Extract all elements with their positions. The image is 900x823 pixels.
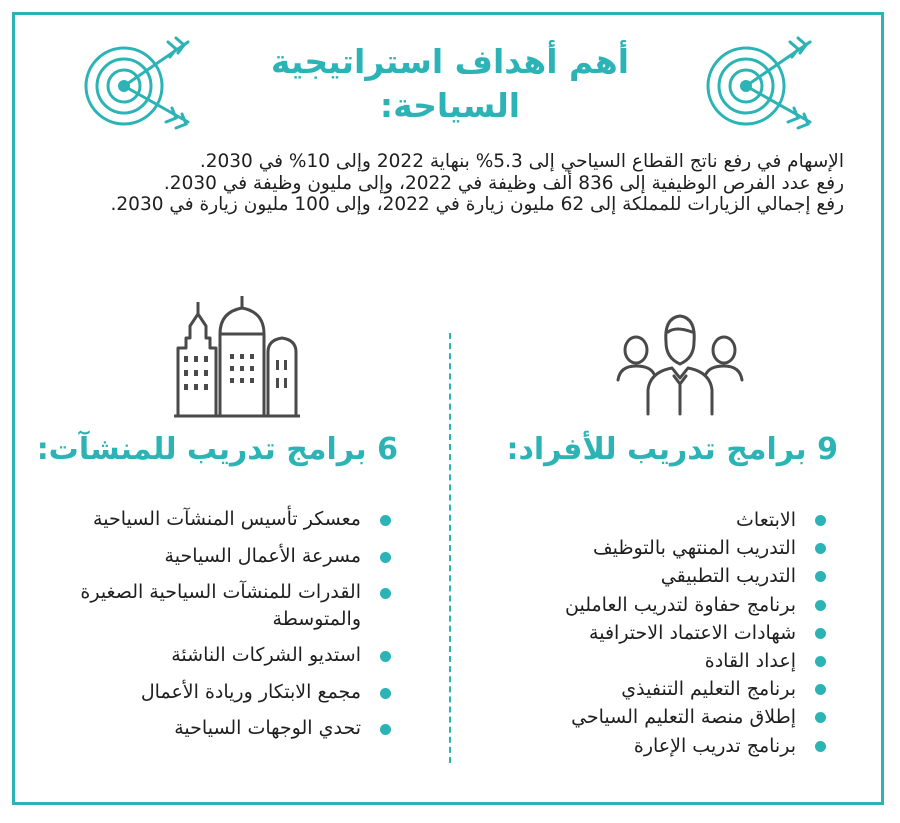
list-item	[496, 506, 826, 534]
bullet-icon	[815, 712, 826, 723]
list-item-label: التدريب المنتهي بالتوظيف	[592, 537, 796, 560]
individuals-heading: 9 برامج تدريب للأفراد:	[506, 432, 838, 467]
target-arrows-icon	[80, 32, 198, 132]
title-line: السياحة:	[379, 86, 521, 125]
bullet-icon	[815, 571, 826, 582]
individuals-list	[496, 506, 826, 760]
bullet-icon	[815, 600, 826, 611]
bullet-icon	[380, 651, 391, 662]
intro-line: رفع عدد الفرص الوظيفية إلى 836 ألف وظيفة في 2022، وإلى مليون وظيفة في 2030.	[163, 172, 844, 194]
bullet-icon	[380, 588, 391, 599]
bullet-icon	[815, 741, 826, 752]
list-item-label: برنامج حفاوة لتدريب العاملين	[565, 593, 796, 616]
bullet-icon	[815, 656, 826, 667]
list-item	[496, 562, 826, 590]
facilities-list	[61, 506, 391, 752]
facilities-heading: 6 برامج تدريب للمنشآت:	[36, 432, 398, 467]
list-item	[496, 591, 826, 619]
list-item	[496, 534, 826, 562]
bullet-icon	[380, 515, 391, 526]
list-item-label: برنامج تدريب الإعارة	[633, 734, 796, 757]
column-divider	[449, 333, 451, 763]
bullet-icon	[815, 543, 826, 554]
list-item	[496, 619, 826, 647]
list-item-label: التدريب التطبيقي	[660, 565, 796, 588]
list-item-label: القدرات للمنشآت السياحية الصغيرة والمتوسطة	[80, 581, 361, 630]
list-item-label: مجمع الابتكار وريادة الأعمال	[140, 680, 361, 703]
list-item	[61, 579, 391, 632]
list-item-label: معسكر تأسيس المنشآت السياحية	[93, 508, 361, 530]
list-item	[496, 647, 826, 675]
list-item	[61, 715, 391, 742]
bullet-icon	[380, 552, 391, 563]
target-arrows-icon	[702, 32, 820, 132]
bullet-icon	[380, 688, 391, 699]
page-title	[230, 40, 670, 128]
intro-paragraph	[55, 151, 844, 216]
list-item-label: الابتعاث	[736, 509, 796, 531]
list-item-label: مسرعة الأعمال السياحية	[164, 544, 361, 567]
list-item-label: شهادات الاعتماد الاحترافية	[589, 621, 796, 644]
bullet-icon	[815, 515, 826, 526]
list-item	[496, 703, 826, 731]
intro-line: رفع إجمالي الزيارات للمملكة إلى 62 مليون زيارة في 2022، وإلى 100 مليون زيارة في 2030.	[110, 194, 844, 216]
list-item-label: تحدي الوجهات السياحية	[174, 717, 361, 739]
list-item	[496, 732, 826, 760]
list-item	[61, 642, 391, 669]
list-item	[61, 506, 391, 533]
title-line: أهم أهداف استراتيجية	[270, 42, 630, 81]
list-item-label: استديو الشركات الناشئة	[171, 644, 361, 666]
list-item	[496, 675, 826, 703]
list-item-label: إطلاق منصة التعليم السياحي	[571, 706, 796, 729]
list-item	[61, 679, 391, 706]
list-item-label: إعداد القادة	[704, 650, 796, 673]
list-item	[61, 543, 391, 570]
intro-line: الإسهام في رفع ناتج القطاع السياحي إلى 5.3% بنهاية 2022 وإلى 10% في 2030.	[199, 151, 844, 172]
list-item-label: برنامج التعليم التنفيذي	[621, 678, 796, 701]
bullet-icon	[815, 684, 826, 695]
buildings-icon	[168, 292, 302, 418]
bullet-icon	[815, 628, 826, 639]
bullet-icon	[380, 724, 391, 735]
people-icon	[614, 312, 746, 416]
